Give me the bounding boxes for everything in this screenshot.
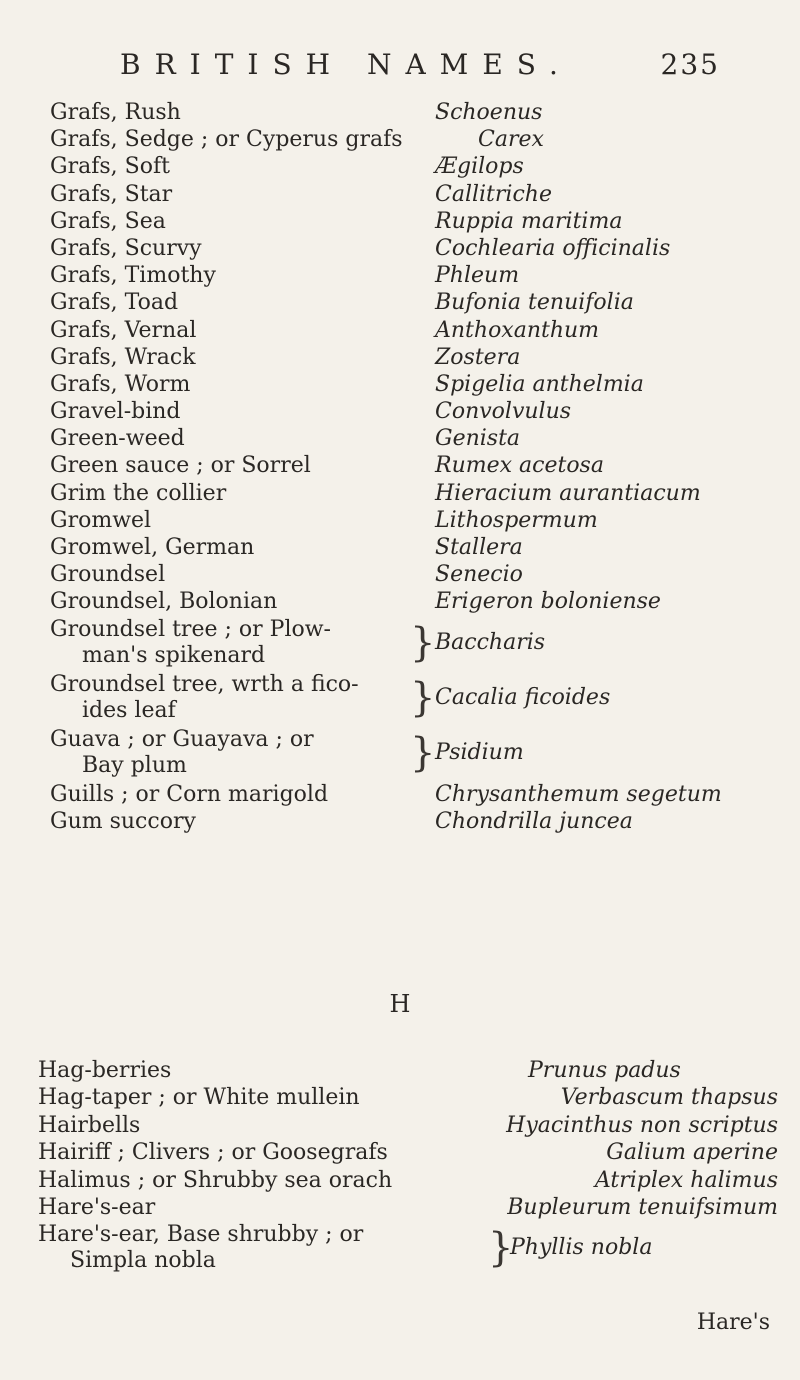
english-name: Grafs, Sedge ; or Cyperus grafs (50, 127, 403, 153)
brace-icon: } (488, 1225, 514, 1272)
latin-name: Zostera (435, 344, 521, 370)
entry-row (50, 481, 770, 508)
english-name: Guills ; or Corn marigold (50, 781, 329, 807)
latin-name: Genista (435, 426, 521, 452)
english-name: Green-weed (50, 426, 185, 452)
latin-name: Anthoxanthum (435, 317, 600, 343)
english-name-cont: ides leaf (82, 697, 176, 723)
english-name: Grafs, Worm (50, 371, 191, 397)
latin-name: Spigelia anthelmia (435, 371, 644, 397)
entry-row (50, 782, 770, 809)
entry-row (50, 345, 770, 372)
entries-g (50, 100, 770, 836)
entry-group (50, 727, 770, 782)
english-name: Hairbells (38, 1112, 141, 1138)
latin-name: Chrysanthemum segetum (435, 781, 722, 807)
brace-icon: } (410, 619, 436, 666)
entry-row (50, 263, 770, 290)
english-name: Hairiff ; Clivers ; or Goosegrafs (38, 1140, 388, 1166)
english-name: Groundsel, Bolonian (50, 589, 278, 615)
english-name: Grafs, Vernal (50, 317, 197, 343)
english-name-cont: Bay plum (82, 752, 187, 778)
latin-name: Erigeron boloniense (435, 589, 661, 615)
english-name-cont: Simpla nobla (70, 1248, 216, 1274)
english-name: Grafs, Sea (50, 208, 166, 234)
section-letter: H (389, 990, 411, 1018)
english-name: Hare's-ear, Base shrubby ; or (38, 1222, 364, 1248)
latin-name: Senecio (435, 562, 523, 588)
latin-name: Phyllis nobla (510, 1235, 653, 1261)
english-name: Green sauce ; or Sorrel (50, 453, 311, 479)
brace-icon: } (410, 729, 436, 776)
entry-row (50, 399, 770, 426)
entry-row (50, 453, 770, 480)
english-name: Groundsel tree, wrth a fico- (50, 671, 359, 697)
english-name: Guava ; or Guayava ; or (50, 726, 314, 752)
entry-row (50, 426, 770, 453)
latin-name: Cochlearia officinalis (435, 235, 671, 261)
english-name: Grafs, Timothy (50, 263, 216, 289)
english-name: Grafs, Rush (50, 100, 181, 125)
english-name-cont: man's spikenard (82, 642, 266, 668)
english-name: Grafs, Soft (50, 154, 170, 180)
entry-row (50, 562, 770, 589)
latin-name: Prunus padus (528, 1058, 681, 1083)
entry-group (50, 617, 770, 672)
english-name: Grafs, Toad (50, 290, 179, 316)
entry-row (50, 290, 770, 317)
latin-name: Galium aperine (606, 1140, 778, 1166)
entry-row (50, 508, 770, 535)
brace-icon: } (410, 674, 436, 721)
latin-name: Ruppia maritima (435, 208, 623, 234)
latin-name: Callitriche (435, 181, 552, 207)
entry-row (50, 318, 770, 345)
entries-h (38, 1058, 778, 1277)
latin-name: Verbascum thapsus (560, 1085, 778, 1111)
latin-name: Schoenus (435, 100, 543, 125)
english-name: Hag-berries (38, 1058, 172, 1083)
entry-row (50, 154, 770, 181)
entry-row (50, 535, 770, 562)
latin-name: Convolvulus (435, 399, 572, 425)
latin-name: Lithospermum (435, 507, 598, 533)
entry-row (50, 100, 770, 127)
entry-row (50, 372, 770, 399)
entry-row (38, 1113, 778, 1140)
english-name: Grafs, Star (50, 181, 173, 207)
latin-name: Hyacinthus non scriptus (506, 1112, 778, 1138)
entry-group (50, 672, 770, 727)
latin-name: Cacalia ficoides (435, 684, 611, 710)
latin-name: Ægilops (435, 154, 524, 180)
latin-name: Bupleurum tenuifsimum (507, 1194, 778, 1220)
english-name: Hare's-ear (38, 1194, 156, 1220)
entry-row (50, 589, 770, 616)
entry-group (38, 1222, 778, 1277)
latin-name: Phleum (435, 263, 520, 289)
english-name: Gravel-bind (50, 399, 181, 425)
english-name: Grim the collier (50, 480, 227, 506)
latin-name: Bufonia tenuifolia (435, 290, 634, 316)
latin-name: Psidium (435, 739, 524, 765)
catchword: Hare's (696, 1310, 770, 1335)
entry-row (38, 1058, 778, 1085)
page-number: 235 (660, 48, 720, 81)
entry-row (38, 1168, 778, 1195)
latin-name: Hieracium aurantiacum (435, 480, 701, 506)
latin-name: Rumex acetosa (435, 453, 604, 479)
english-name: Hag-taper ; or White mullein (38, 1085, 360, 1111)
entry-row (38, 1195, 778, 1222)
entry-row (50, 209, 770, 236)
latin-name: Carex (478, 127, 544, 153)
entry-row (50, 182, 770, 209)
entry-row (50, 127, 770, 154)
entry-row (50, 236, 770, 263)
english-name: Gromwel, German (50, 535, 255, 560)
english-name: Grafs, Scurvy (50, 235, 202, 261)
english-name: Groundsel (50, 562, 166, 588)
latin-name: Baccharis (435, 629, 546, 655)
latin-name: Stallera (435, 535, 523, 560)
header-title: BRITISH NAMES. (120, 48, 572, 81)
latin-name: Chondrilla juncea (435, 808, 633, 834)
latin-name: Atriplex halimus (594, 1167, 778, 1193)
entry-row (50, 809, 770, 836)
english-name: Halimus ; or Shrubby sea orach (38, 1167, 393, 1193)
english-name: Gromwel (50, 507, 152, 533)
entry-row (38, 1140, 778, 1167)
entry-row (38, 1085, 778, 1112)
english-name: Grafs, Wrack (50, 344, 196, 370)
english-name: Groundsel tree ; or Plow- (50, 616, 331, 642)
english-name: Gum succory (50, 808, 196, 834)
